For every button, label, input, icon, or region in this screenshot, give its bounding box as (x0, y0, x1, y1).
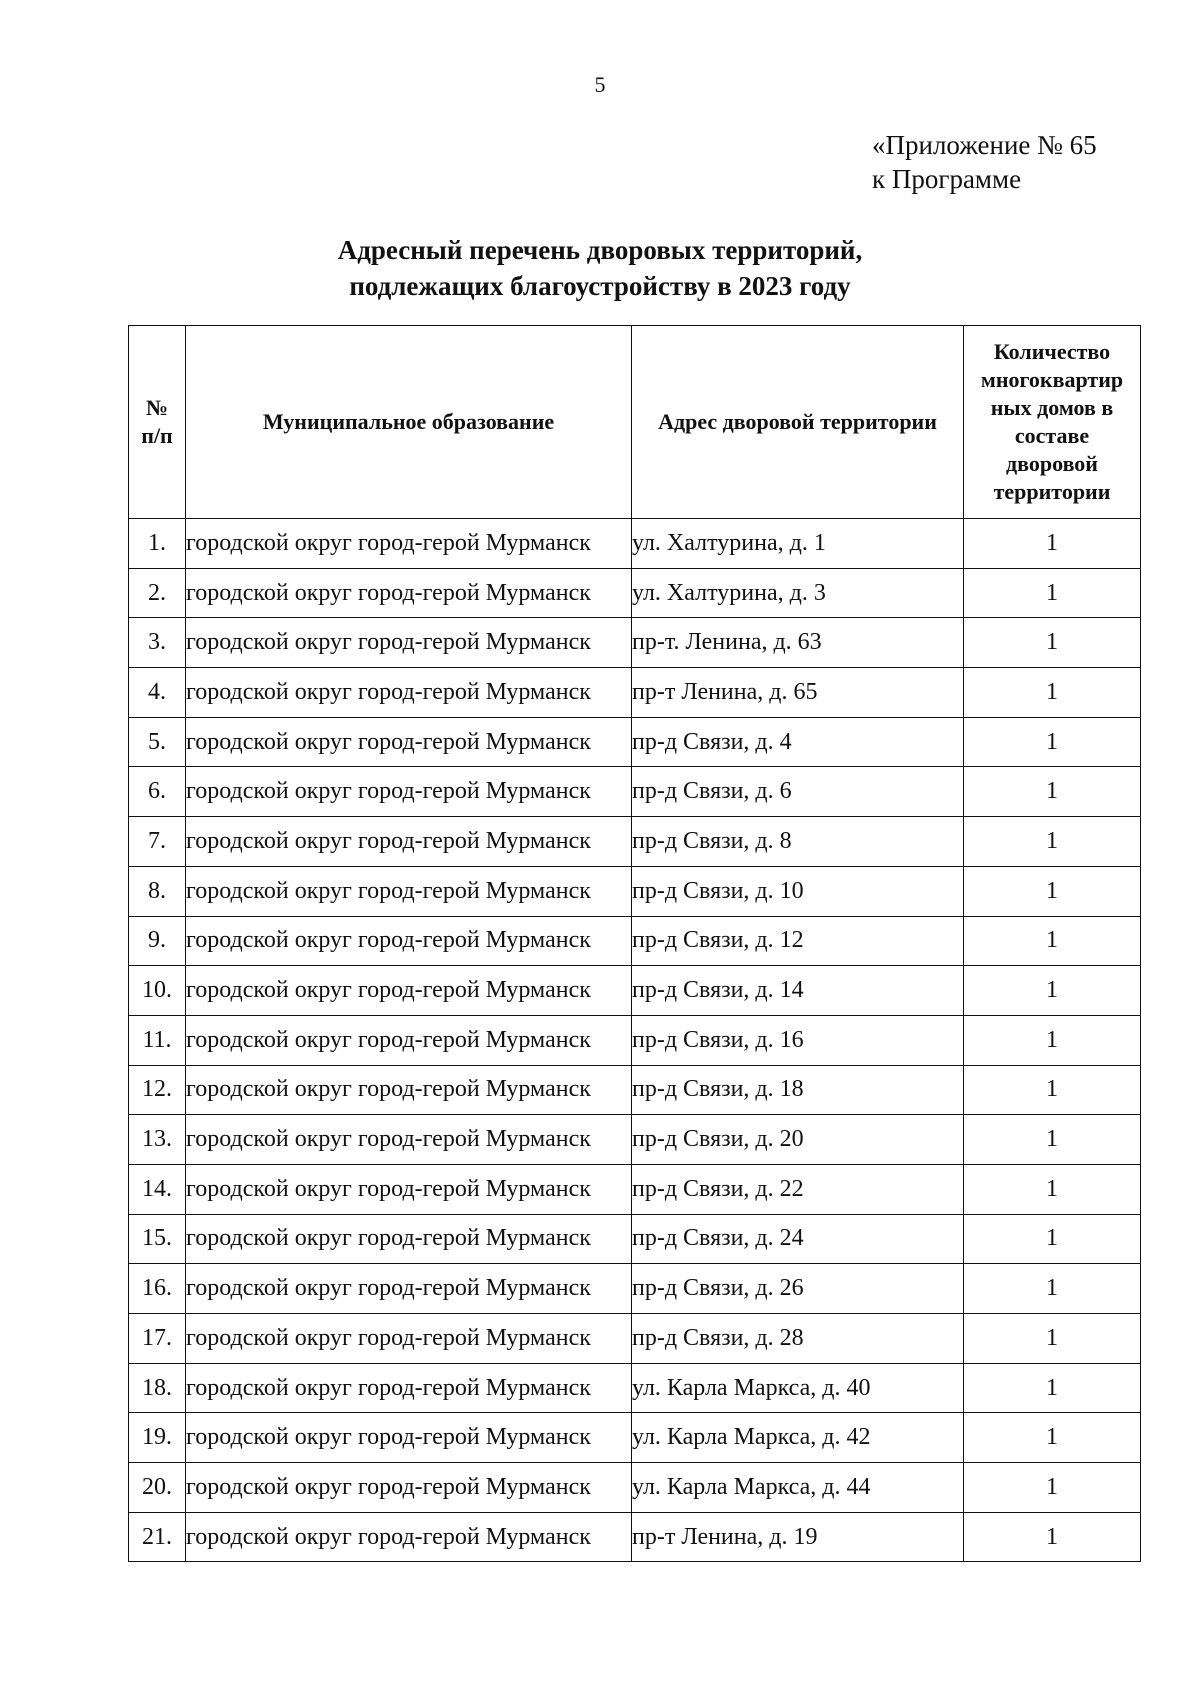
row-number: 7. (129, 817, 186, 867)
row-address: пр-т Ленина, д. 65 (632, 668, 964, 718)
row-count: 1 (964, 1512, 1141, 1562)
row-count: 1 (964, 1463, 1141, 1513)
title-line-1: Адресный перечень дворовых территорий, (337, 235, 863, 265)
row-number: 21. (129, 1512, 186, 1562)
row-municipality: городской округ город-герой Мурманск (186, 618, 632, 668)
table-header-row (129, 326, 1141, 519)
table-row (129, 519, 1141, 569)
header-municipality: Муниципальное образование (186, 326, 632, 519)
row-count: 1 (964, 916, 1141, 966)
row-address: пр-д Связи, д. 24 (632, 1214, 964, 1264)
table-row (129, 568, 1141, 618)
row-address: пр-д Связи, д. 26 (632, 1264, 964, 1314)
table-row (129, 966, 1141, 1016)
row-address: пр-д Связи, д. 16 (632, 1015, 964, 1065)
appendix-line-2: к Программе (872, 164, 1022, 194)
row-number: 10. (129, 966, 186, 1016)
row-count: 1 (964, 668, 1141, 718)
row-count: 1 (964, 717, 1141, 767)
row-count: 1 (964, 1264, 1141, 1314)
row-address: ул. Карла Маркса, д. 44 (632, 1463, 964, 1513)
header-count-line: территории (993, 479, 1111, 504)
row-count: 1 (964, 1065, 1141, 1115)
table-row (129, 1214, 1141, 1264)
table-row (129, 1413, 1141, 1463)
table-row (129, 618, 1141, 668)
row-count: 1 (964, 1314, 1141, 1364)
row-count: 1 (964, 1164, 1141, 1214)
table-row (129, 1015, 1141, 1065)
row-count: 1 (964, 767, 1141, 817)
table-row (129, 1463, 1141, 1513)
row-number: 2. (129, 568, 186, 618)
row-address: пр-д Связи, д. 18 (632, 1065, 964, 1115)
table-row (129, 817, 1141, 867)
header-number (129, 326, 186, 519)
header-count-line: ных домов в (990, 395, 1114, 420)
row-address: пр-т Ленина, д. 19 (632, 1512, 964, 1562)
row-count: 1 (964, 1115, 1141, 1165)
row-number: 20. (129, 1463, 186, 1513)
row-municipality: городской округ город-герой Мурманск (186, 1065, 632, 1115)
row-count: 1 (964, 1363, 1141, 1413)
document-title (0, 232, 1200, 304)
title-line-2: подлежащих благоустройству в 2023 году (349, 271, 851, 301)
row-municipality: городской округ город-герой Мурманск (186, 1463, 632, 1513)
row-number: 11. (129, 1015, 186, 1065)
row-address: пр-д Связи, д. 12 (632, 916, 964, 966)
row-municipality: городской округ город-герой Мурманск (186, 568, 632, 618)
row-count: 1 (964, 568, 1141, 618)
row-municipality: городской округ город-герой Мурманск (186, 1214, 632, 1264)
row-count: 1 (964, 966, 1141, 1016)
appendix-line-1: «Приложение № 65 (872, 130, 1097, 160)
table-row (129, 668, 1141, 718)
row-count: 1 (964, 1015, 1141, 1065)
table-row (129, 767, 1141, 817)
header-count-line: Количество (993, 339, 1111, 364)
row-address: пр-д Связи, д. 4 (632, 717, 964, 767)
row-number: 4. (129, 668, 186, 718)
row-municipality: городской округ город-герой Мурманск (186, 1314, 632, 1364)
header-count-line: дворовой (1006, 451, 1098, 476)
table-row (129, 916, 1141, 966)
row-number: 18. (129, 1363, 186, 1413)
row-number: 6. (129, 767, 186, 817)
row-number: 17. (129, 1314, 186, 1364)
row-count: 1 (964, 866, 1141, 916)
row-municipality: городской округ город-герой Мурманск (186, 668, 632, 718)
row-address: пр-д Связи, д. 28 (632, 1314, 964, 1364)
header-number-line-2: п/п (141, 423, 173, 448)
page-number: 5 (594, 72, 606, 97)
row-number: 1. (129, 519, 186, 569)
row-address: пр-д Связи, д. 14 (632, 966, 964, 1016)
row-number: 8. (129, 866, 186, 916)
row-number: 5. (129, 717, 186, 767)
row-municipality: городской округ город-герой Мурманск (186, 1264, 632, 1314)
row-number: 15. (129, 1214, 186, 1264)
row-count: 1 (964, 519, 1141, 569)
row-address: пр-д Связи, д. 22 (632, 1164, 964, 1214)
table-body (129, 519, 1141, 1562)
row-count: 1 (964, 1413, 1141, 1463)
appendix-reference (872, 128, 1097, 196)
header-count (964, 326, 1141, 519)
table-row (129, 1314, 1141, 1364)
row-address: ул. Халтурина, д. 1 (632, 519, 964, 569)
table-row (129, 1363, 1141, 1413)
row-municipality: городской округ город-герой Мурманск (186, 1363, 632, 1413)
row-number: 13. (129, 1115, 186, 1165)
row-count: 1 (964, 1214, 1141, 1264)
row-municipality: городской округ город-герой Мурманск (186, 1413, 632, 1463)
row-municipality: городской округ город-герой Мурманск (186, 767, 632, 817)
address-table (128, 325, 1141, 1562)
header-address: Адрес дворовой территории (632, 326, 964, 519)
row-number: 12. (129, 1065, 186, 1115)
row-municipality: городской округ город-герой Мурманск (186, 1512, 632, 1562)
header-count-line: составе (1014, 423, 1090, 448)
row-number: 3. (129, 618, 186, 668)
table-row (129, 1164, 1141, 1214)
table-row (129, 1512, 1141, 1562)
table-row (129, 1065, 1141, 1115)
row-address: ул. Карла Маркса, д. 40 (632, 1363, 964, 1413)
row-municipality: городской округ город-герой Мурманск (186, 1164, 632, 1214)
row-number: 19. (129, 1413, 186, 1463)
table-row (129, 1264, 1141, 1314)
row-municipality: городской округ город-герой Мурманск (186, 1015, 632, 1065)
row-municipality: городской округ город-герой Мурманск (186, 916, 632, 966)
row-address: ул. Халтурина, д. 3 (632, 568, 964, 618)
row-address: ул. Карла Маркса, д. 42 (632, 1413, 964, 1463)
row-number: 14. (129, 1164, 186, 1214)
row-municipality: городской округ город-герой Мурманск (186, 866, 632, 916)
row-municipality: городской округ город-герой Мурманск (186, 817, 632, 867)
row-address: пр-д Связи, д. 20 (632, 1115, 964, 1165)
row-count: 1 (964, 817, 1141, 867)
row-address: пр-д Связи, д. 6 (632, 767, 964, 817)
header-count-line: многоквартир (980, 367, 1124, 392)
row-municipality: городской округ город-герой Мурманск (186, 519, 632, 569)
row-number: 16. (129, 1264, 186, 1314)
table-row (129, 717, 1141, 767)
row-municipality: городской округ город-герой Мурманск (186, 1115, 632, 1165)
row-number: 9. (129, 916, 186, 966)
row-municipality: городской округ город-герой Мурманск (186, 717, 632, 767)
row-address: пр-д Связи, д. 10 (632, 866, 964, 916)
row-municipality: городской округ город-герой Мурманск (186, 966, 632, 1016)
header-number-line-1: № (145, 395, 169, 420)
row-count: 1 (964, 618, 1141, 668)
table-row (129, 866, 1141, 916)
row-address: пр-т. Ленина, д. 63 (632, 618, 964, 668)
row-address: пр-д Связи, д. 8 (632, 817, 964, 867)
table-row (129, 1115, 1141, 1165)
